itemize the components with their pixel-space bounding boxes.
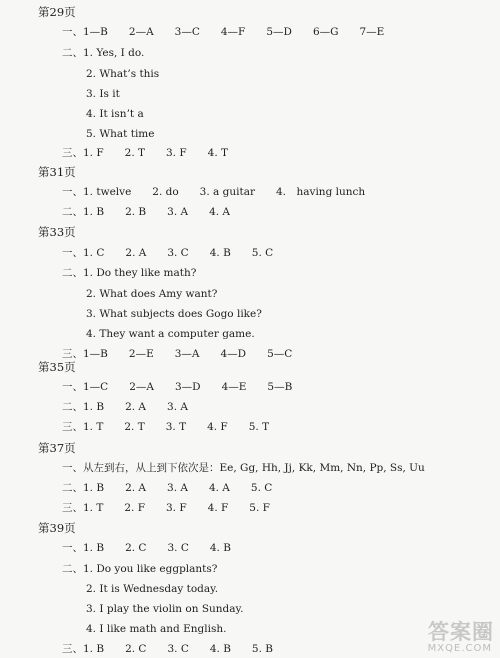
answer-line: 4. I like math and English. (86, 623, 227, 635)
answer-line: 3. Is it (86, 88, 120, 100)
answer-line: 一、从左到右，从上到下依次是：Ee, Gg, Hh, Jj, Kk, Mm, Nn, Pp, Ss, Uu (62, 462, 425, 474)
answer-line: 三、1—B 2—E 3—A 4—D 5—C (62, 348, 293, 360)
answer-line: 三、1. T 2. F 3. F 4. F 5. F (62, 502, 270, 514)
answer-line: 三、1. B 2. C 3. C 4. B 5. B (62, 643, 273, 655)
answer-line: 3. What subjects does Gogo like? (86, 308, 262, 320)
answer-line: 三、1. T 2. T 3. T 4. F 5. T (62, 421, 270, 433)
page-35-heading: 第35页 (38, 360, 76, 374)
answer-line: 一、1—C 2—A 3—D 4—E 5—B (62, 381, 293, 393)
page-37-heading: 第37页 (38, 441, 76, 455)
answer-line: 一、1. C 2. A 3. C 4. B 5. C (62, 247, 274, 259)
watermark-logo (408, 616, 494, 654)
watermark-text: 答案圈 (428, 620, 494, 644)
answer-line: 5. What time (86, 128, 155, 140)
answer-line: 4. They want a computer game. (86, 328, 255, 340)
answer-line: 一、1. B 2. C 3. C 4. B (62, 542, 231, 554)
answer-line: 一、1—B 2—A 3—C 4—F 5—D 6—G 7—E (62, 26, 385, 38)
answer-line: 3. I play the violin on Sunday. (86, 603, 244, 615)
watermark-url: MXQE.COM (427, 643, 492, 654)
page-33-heading: 第33页 (38, 225, 76, 239)
page-31-heading: 第31页 (38, 165, 76, 179)
answer-line: 2. It is Wednesday today. (86, 583, 219, 595)
answer-line: 二、1. Do they like math? (62, 267, 197, 279)
page-39-heading: 第39页 (38, 521, 76, 535)
answer-line: 二、1. B 2. A 3. A (62, 401, 188, 413)
answer-line: 二、1. B 2. A 3. A 4. A 5. C (62, 482, 273, 494)
answer-line: 2. What’s this (86, 68, 160, 80)
page-29-heading: 第29页 (38, 5, 76, 19)
answer-line: 一、1. twelve 2. do 3. a guitar 4. having lunch (62, 186, 366, 198)
answer-line: 三、1. F 2. T 3. F 4. T (62, 147, 229, 159)
answer-line: 2. What does Amy want? (86, 288, 218, 300)
answer-line: 二、1. Do you like eggplants? (62, 563, 218, 575)
answer-line: 二、1. B 2. B 3. A 4. A (62, 206, 231, 218)
answer-line: 4. It isn’t a (86, 108, 144, 120)
answer-line: 二、1. Yes, I do. (62, 47, 145, 59)
